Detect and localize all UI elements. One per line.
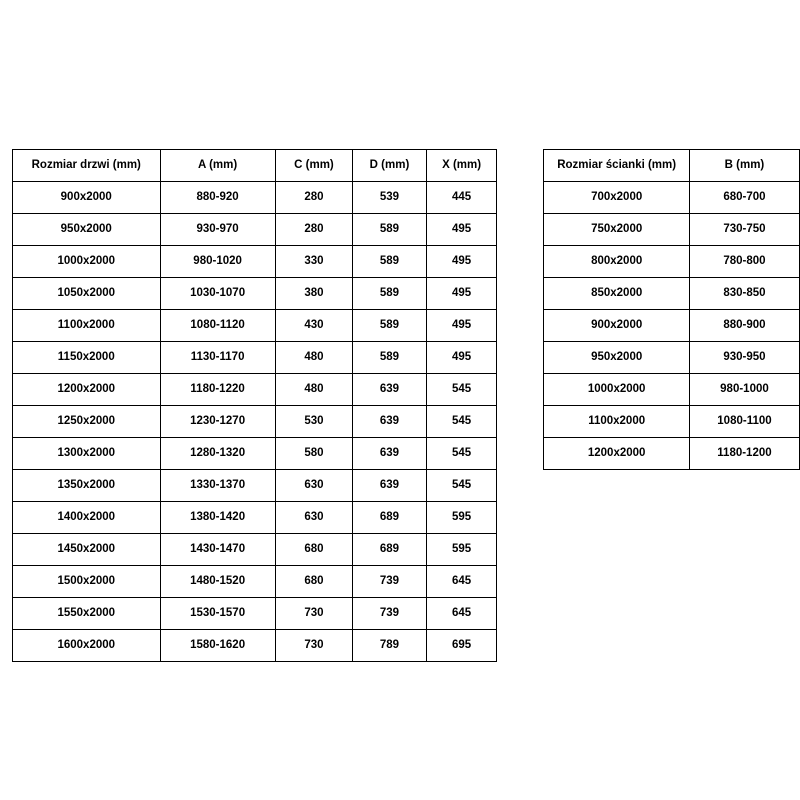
table-cell: 689 <box>353 502 427 534</box>
table-cell: 639 <box>353 374 427 406</box>
table-cell: 1080-1100 <box>689 406 799 438</box>
table-cell: 545 <box>426 406 497 438</box>
table-cell: 1580-1620 <box>160 630 275 662</box>
table-header-row <box>13 150 497 182</box>
table-row <box>544 182 800 214</box>
table-cell: 1300x2000 <box>13 438 161 470</box>
column-header: D (mm) <box>353 150 427 182</box>
wall-size-table <box>543 149 800 470</box>
table-cell: 1080-1120 <box>160 310 275 342</box>
table-cell: 280 <box>275 182 353 214</box>
table-row <box>13 566 497 598</box>
table-row <box>13 406 497 438</box>
table-cell: 480 <box>275 342 353 374</box>
table-cell: 750x2000 <box>544 214 690 246</box>
table-cell: 730 <box>275 630 353 662</box>
door-size-table-body <box>13 182 497 662</box>
table-cell: 930-970 <box>160 214 275 246</box>
table-cell: 330 <box>275 246 353 278</box>
table-cell: 1000x2000 <box>544 374 690 406</box>
table-cell: 645 <box>426 566 497 598</box>
table-cell: 980-1020 <box>160 246 275 278</box>
table-cell: 880-900 <box>689 310 799 342</box>
table-cell: 1180-1200 <box>689 438 799 470</box>
table-cell: 695 <box>426 630 497 662</box>
table-cell: 595 <box>426 534 497 566</box>
table-cell: 639 <box>353 438 427 470</box>
table-cell: 639 <box>353 406 427 438</box>
table-cell: 589 <box>353 246 427 278</box>
table-cell: 680 <box>275 566 353 598</box>
table-row <box>13 310 497 342</box>
table-cell: 645 <box>426 598 497 630</box>
table-cell: 589 <box>353 278 427 310</box>
table-cell: 900x2000 <box>13 182 161 214</box>
table-cell: 730-750 <box>689 214 799 246</box>
table-cell: 739 <box>353 566 427 598</box>
table-cell: 445 <box>426 182 497 214</box>
table-cell: 1480-1520 <box>160 566 275 598</box>
table-cell: 495 <box>426 278 497 310</box>
table-row <box>13 438 497 470</box>
table-header-row <box>544 150 800 182</box>
table-row <box>544 342 800 374</box>
table-row <box>13 278 497 310</box>
table-cell: 589 <box>353 342 427 374</box>
table-row <box>13 502 497 534</box>
table-cell: 1330-1370 <box>160 470 275 502</box>
table-cell: 1550x2000 <box>13 598 161 630</box>
table-cell: 1030-1070 <box>160 278 275 310</box>
table-cell: 630 <box>275 502 353 534</box>
table-cell: 545 <box>426 438 497 470</box>
table-row <box>13 214 497 246</box>
table-cell: 545 <box>426 470 497 502</box>
table-cell: 1100x2000 <box>13 310 161 342</box>
table-cell: 789 <box>353 630 427 662</box>
table-cell: 595 <box>426 502 497 534</box>
table-cell: 689 <box>353 534 427 566</box>
table-cell: 739 <box>353 598 427 630</box>
door-size-table-header <box>13 150 497 182</box>
table-row <box>544 214 800 246</box>
table-cell: 580 <box>275 438 353 470</box>
table-cell: 495 <box>426 246 497 278</box>
door-size-table-block <box>12 149 497 662</box>
table-cell: 545 <box>426 374 497 406</box>
table-cell: 680 <box>275 534 353 566</box>
table-row <box>13 598 497 630</box>
column-header: X (mm) <box>426 150 497 182</box>
table-row <box>544 406 800 438</box>
wall-size-table-header <box>544 150 800 182</box>
table-cell: 1400x2000 <box>13 502 161 534</box>
table-cell: 1000x2000 <box>13 246 161 278</box>
table-cell: 1180-1220 <box>160 374 275 406</box>
table-cell: 480 <box>275 374 353 406</box>
table-cell: 1280-1320 <box>160 438 275 470</box>
column-header: C (mm) <box>275 150 353 182</box>
table-row <box>13 470 497 502</box>
table-cell: 1530-1570 <box>160 598 275 630</box>
table-cell: 1050x2000 <box>13 278 161 310</box>
table-cell: 950x2000 <box>13 214 161 246</box>
table-cell: 1450x2000 <box>13 534 161 566</box>
door-size-table <box>12 149 497 662</box>
column-header: Rozmiar drzwi (mm) <box>13 150 161 182</box>
table-cell: 850x2000 <box>544 278 690 310</box>
table-cell: 980-1000 <box>689 374 799 406</box>
table-cell: 1130-1170 <box>160 342 275 374</box>
table-cell: 430 <box>275 310 353 342</box>
wall-size-table-body <box>544 182 800 470</box>
table-cell: 639 <box>353 470 427 502</box>
table-cell: 1200x2000 <box>544 438 690 470</box>
table-cell: 495 <box>426 310 497 342</box>
table-row <box>13 246 497 278</box>
table-cell: 280 <box>275 214 353 246</box>
table-row <box>544 246 800 278</box>
table-cell: 530 <box>275 406 353 438</box>
table-row <box>13 630 497 662</box>
table-cell: 680-700 <box>689 182 799 214</box>
table-cell: 1100x2000 <box>544 406 690 438</box>
table-cell: 800x2000 <box>544 246 690 278</box>
table-cell: 1200x2000 <box>13 374 161 406</box>
table-cell: 589 <box>353 214 427 246</box>
table-cell: 830-850 <box>689 278 799 310</box>
table-row <box>544 374 800 406</box>
table-cell: 539 <box>353 182 427 214</box>
table-cell: 495 <box>426 214 497 246</box>
table-cell: 950x2000 <box>544 342 690 374</box>
table-cell: 1250x2000 <box>13 406 161 438</box>
table-row <box>544 310 800 342</box>
specification-tables <box>0 149 800 662</box>
column-header: B (mm) <box>689 150 799 182</box>
table-row <box>13 374 497 406</box>
table-cell: 1350x2000 <box>13 470 161 502</box>
table-cell: 630 <box>275 470 353 502</box>
table-cell: 1380-1420 <box>160 502 275 534</box>
table-cell: 900x2000 <box>544 310 690 342</box>
table-cell: 589 <box>353 310 427 342</box>
table-cell: 1500x2000 <box>13 566 161 598</box>
table-cell: 1150x2000 <box>13 342 161 374</box>
table-row <box>544 278 800 310</box>
table-row <box>13 342 497 374</box>
table-cell: 700x2000 <box>544 182 690 214</box>
table-cell: 780-800 <box>689 246 799 278</box>
table-cell: 880-920 <box>160 182 275 214</box>
table-row <box>13 534 497 566</box>
column-header: A (mm) <box>160 150 275 182</box>
table-cell: 930-950 <box>689 342 799 374</box>
table-cell: 380 <box>275 278 353 310</box>
table-cell: 1430-1470 <box>160 534 275 566</box>
table-row <box>544 438 800 470</box>
table-cell: 495 <box>426 342 497 374</box>
wall-size-table-block <box>543 149 800 470</box>
table-cell: 730 <box>275 598 353 630</box>
table-cell: 1230-1270 <box>160 406 275 438</box>
table-cell: 1600x2000 <box>13 630 161 662</box>
table-row <box>13 182 497 214</box>
column-header: Rozmiar ścianki (mm) <box>544 150 690 182</box>
